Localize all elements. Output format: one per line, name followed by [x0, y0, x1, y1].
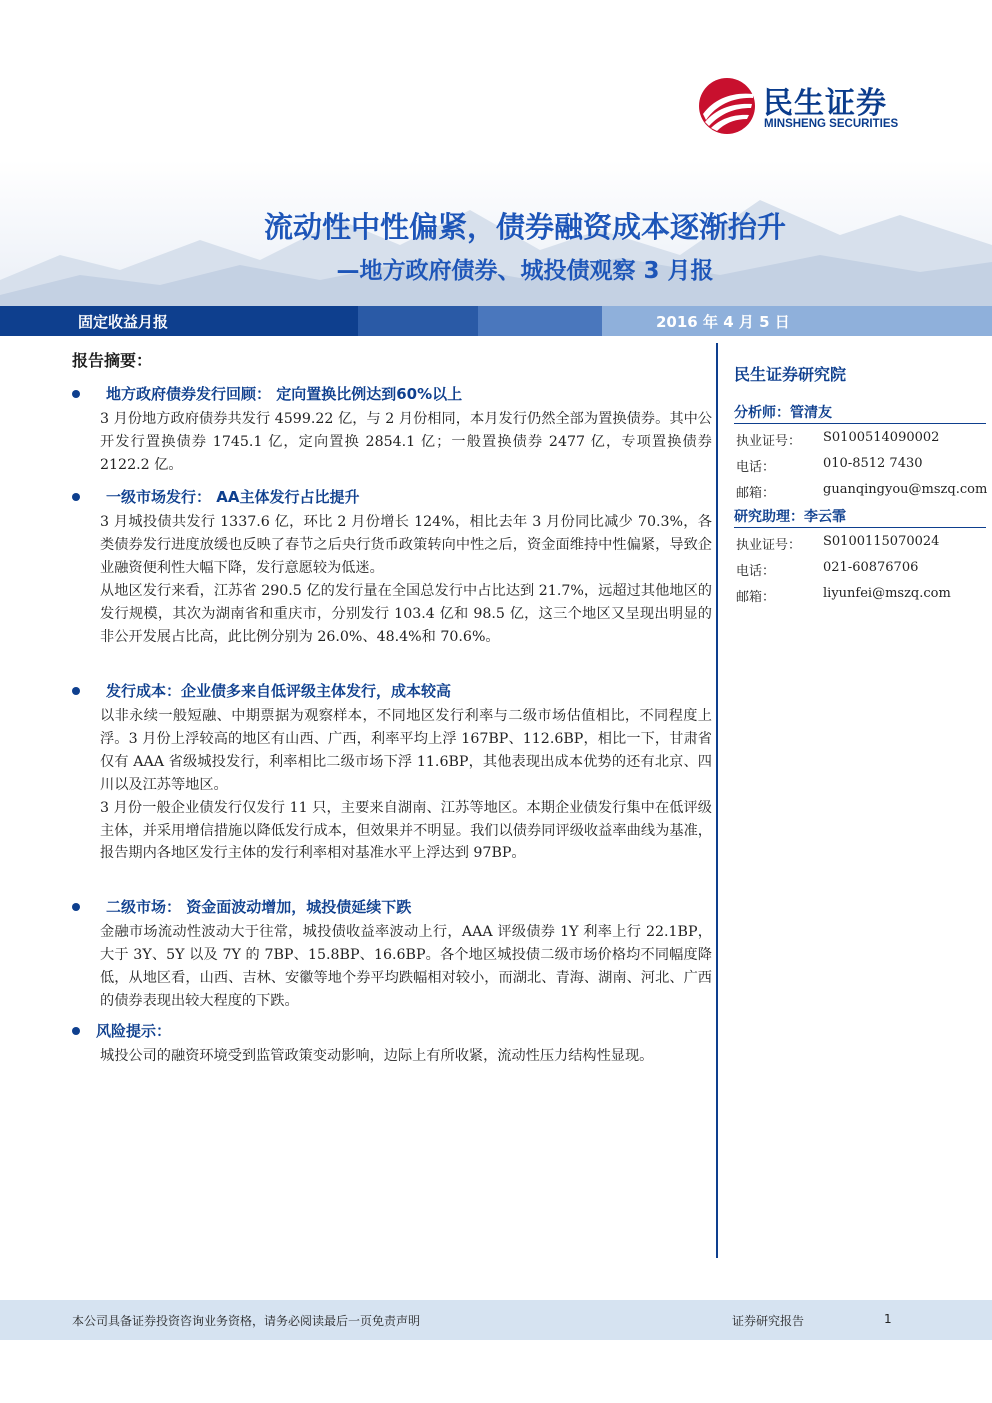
assistant-email-label: 邮箱：	[736, 590, 776, 605]
brand-logo	[697, 76, 927, 136]
section-paragraph: 从地区发行来看，江苏省 290.5 亿的发行量在全国总发行中占比达到 21.7%，远超过其他地区的发行规模，其次为湖南省和重庆市，分别发行 103.4 亿和 98.5 亿，这三个地区又呈现出明显的非公开发展占比高，此比例分别为 26.0%、48.4%和 70.6%。	[100, 582, 712, 645]
summary-section	[72, 1020, 712, 1068]
analyst-email-label: 邮箱：	[736, 486, 776, 501]
analyst-email-value: guanqingyou@mszq.com	[823, 482, 988, 497]
banner-segment	[478, 306, 602, 336]
section-heading-text: 二级市场： 资金面波动增加，城投债延续下跌	[106, 898, 412, 916]
assistant-role: 研究助理：李云霏	[734, 509, 846, 525]
section-heading-text: 地方政府债券发行回顾： 定向置换比例达到60%以上	[106, 385, 463, 403]
section-heading-text: 发行成本：企业债多来自低评级主体发行，成本较高	[106, 682, 452, 700]
section-heading	[72, 383, 712, 405]
section-heading-text: 风险提示：	[96, 1022, 172, 1040]
analyst-license-label: 执业证号：	[736, 434, 802, 449]
analyst-phone-label: 电话：	[736, 460, 776, 475]
summary-title: 报告摘要：	[72, 351, 153, 370]
bullet-icon	[72, 903, 80, 911]
brand-name-cn: 民生证券	[763, 86, 887, 121]
brand-name-en: MINSHENG SECURITIES	[764, 118, 899, 130]
banner-segment	[358, 306, 478, 336]
summary-section	[72, 896, 712, 1013]
bullet-icon	[72, 390, 80, 398]
assistant-license-label: 执业证号：	[736, 538, 802, 553]
summary-section	[72, 486, 712, 648]
banner-bar	[0, 306, 992, 336]
section-paragraph: 城投公司的融资环境受到监管政策变动影响，边际上有所收紧，流动性压力结构性显现。	[100, 1048, 654, 1064]
report-subtitle: —地方政府债券、城投债观察 3 月报	[336, 258, 714, 284]
minsheng-logo-icon	[697, 76, 757, 136]
report-title: 流动性中性偏紧，债券融资成本逐渐抬升	[263, 210, 786, 244]
sidebar	[734, 362, 988, 605]
page-footer	[0, 1300, 992, 1340]
section-heading-text: 一级市场发行： AA主体发行占比提升	[106, 488, 360, 506]
assistant-license-value: S0100115070024	[823, 534, 940, 549]
section-heading	[72, 896, 712, 918]
analyst-role: 分析师：管清友	[734, 405, 832, 421]
research-institute: 民生证券研究院	[734, 365, 847, 384]
divider	[734, 527, 986, 528]
section-paragraph: 3 月份地方政府债券共发行 4599.22 亿，与 2 月份相同，本月发行仍然全部为置换债券。其中公开发行置换债券 1745.1 亿，定向置换 2854.1 亿；一般置换债券 2477 亿，专项置换债券 2122.2 亿。	[100, 411, 712, 473]
section-heading	[72, 486, 712, 508]
banner-report-type: 固定收益月报	[78, 313, 169, 331]
analyst-phone-value: 010-8512 7430	[823, 456, 923, 471]
divider	[734, 423, 986, 424]
page-number: 1	[884, 1312, 892, 1326]
assistant-phone-value: 021-60876706	[823, 560, 919, 575]
bullet-icon	[72, 687, 80, 695]
section-paragraph: 3 月份一般企业债发行仅发行 11 只，主要来自湖南、江苏等地区。本期企业债发行集中在低评级主体，并采用增信措施以降低发行成本，但效果并不明显。我们以债券同评级收益率曲线为基准，报告期内各地区发行主体的发行利率相对基准水平上浮达到 97BP。	[100, 799, 712, 862]
section-paragraph: 以非永续一般短融、中期票据为观察样本，不同地区发行利率与二级市场估值相比，不同程度上浮。3 月份上浮较高的地区有山西、广西，利率平均上浮 167BP、112.6BP，相比一下，甘肃省仅有 AAA 省级城投发行，利率相比二级市场下浮 11.6BP，其他表现出成本优势的还有北京、四川以及江苏等地区。	[100, 708, 712, 793]
summary-section	[72, 680, 712, 865]
assistant-phone-label: 电话：	[736, 564, 776, 579]
summary-section	[72, 383, 712, 477]
section-heading	[72, 1020, 712, 1042]
bullet-icon	[72, 1027, 80, 1035]
section-heading	[72, 680, 712, 702]
section-paragraph: 金融市场流动性波动大于往常，城投债收益率波动上行，AAA 评级债券 1Y 利率上行 22.1BP，大于 3Y、5Y 以及 7Y 的 7BP、15.8BP、16.6BP。各个地区城投债二级市场价格均不同幅度降低，从地区看，山西、吉林、安徽等地个券平均跌幅相对较小，而湖北、青海、湖南、河北、广西的债券表现出较大程度的下跌。	[100, 924, 712, 1009]
analyst-license-value: S0100514090002	[823, 430, 940, 445]
section-paragraph: 3 月城投债共发行 1337.6 亿，环比 2 月份增长 124%，相比去年 3 月份同比减少 70.3%，各类债券发行进度放缓也反映了春节之后央行货币政策转向中性之后，资金面维持中性偏紧，导致企业融资便利性大幅下降，发行意愿较为低迷。	[100, 514, 712, 576]
bullet-icon	[72, 493, 80, 501]
disclaimer-note: 本公司具备证券投资咨询业务资格，请务必阅读最后一页免责声明	[72, 1314, 421, 1328]
assistant-email-value: liyunfei@mszq.com	[823, 586, 951, 601]
footer-report-type: 证券研究报告	[732, 1314, 805, 1328]
column-divider	[716, 343, 718, 1258]
report-date: 2016 年 4 月 5 日	[656, 313, 790, 331]
